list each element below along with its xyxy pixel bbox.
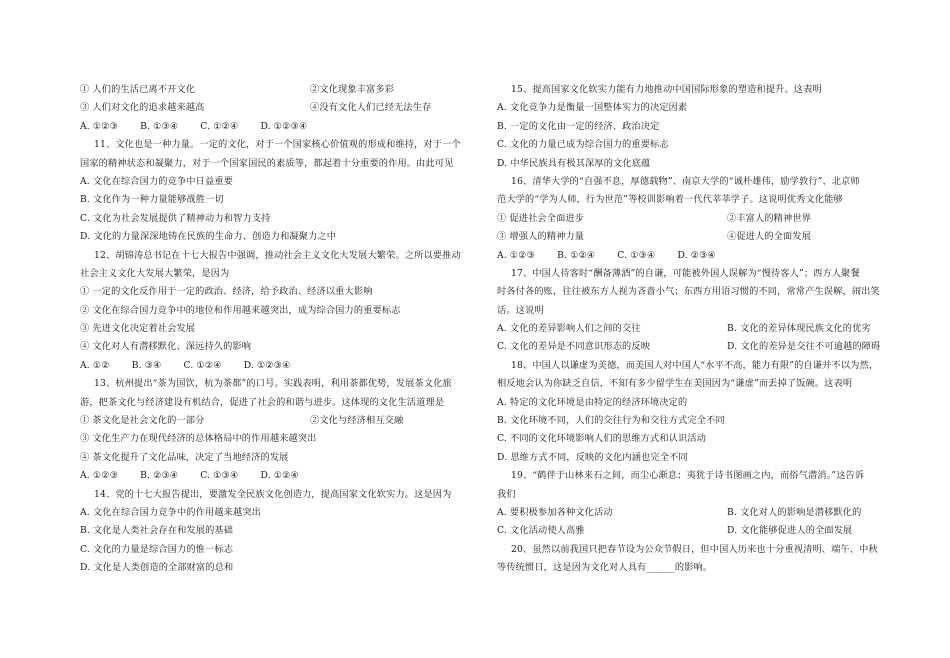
option-pair-row <box>80 412 472 430</box>
answer-choices-row <box>80 118 472 136</box>
text-line: C. 不同的文化环境影响人们的思维方式和认识活动 <box>497 433 707 445</box>
answer-choice: A. ①②③ <box>497 249 536 261</box>
answer-choice: C. ①②④ <box>183 359 222 371</box>
answer-choice: B. ②③④ <box>140 470 179 482</box>
answer-choice: B. ③④ <box>131 359 162 371</box>
question-stem: 15、提高国家文化软实力能有力地推动中国国际形象的塑造和提升。这表明 <box>511 84 822 95</box>
option-item: C. 文化活动使人高雅 <box>497 525 585 537</box>
text-line: ③ 文化生产力在现代经济的总体格局中的作用越来越突出 <box>80 433 317 445</box>
option-item: ②文化现象丰富多彩 <box>310 84 395 95</box>
text-line: ② 文化在综合国力竞争中的地位和作用越来越突出，成为综合国力的重要标志 <box>80 304 401 316</box>
option-item: D. 文化的差异是交往不可逾越的障碍 <box>727 341 881 353</box>
option-pair-row <box>497 522 881 540</box>
option-item: A. 要积极参加各种文化活动 <box>497 506 613 518</box>
answer-choices-row <box>80 467 472 485</box>
text-line: 社会主义文化大发展大繁荣，是因为 <box>80 267 230 279</box>
text-line: B. 一定的文化由一定的经济、政治决定 <box>497 120 660 132</box>
option-pair-row <box>80 99 472 117</box>
option-item: ③ 增强人的精神力量 <box>497 231 585 243</box>
question-stem: 11、文化也是一种力量。一定的文化，对于一个国家核心价值观的形成和维持，对于一个 <box>94 139 461 151</box>
option-pair-row <box>497 210 881 228</box>
answer-choice: B. ①③④ <box>140 120 179 132</box>
question-stem: 12、胡锦涛总书记在十七大报告中强调，推动社会主义文化大发展大繁荣。之所以要推动 <box>94 249 461 261</box>
answer-choice: C. ①②④ <box>200 120 239 132</box>
option-item: ②文化与经济相互交融 <box>310 415 404 427</box>
text-line: D. 文化是人类创造的全部财富的总和 <box>80 562 234 574</box>
option-pair-row <box>497 320 881 338</box>
answer-choice: A. ①②③ <box>80 470 119 482</box>
text-line: 等传统惯日，这是因为文化对人具有______的影响。 <box>497 562 713 574</box>
text-line: A. 文化在综合国力竞争中的作用越来越突出 <box>80 506 261 518</box>
answer-choices-row <box>497 247 881 265</box>
text-line: 相反地会认为你缺乏自信，不知有多少留学生在美国因为“谦虚”而丢掉了饭碗。这表明 <box>497 378 853 390</box>
option-pair-row <box>80 81 472 99</box>
option-item: B. 文化对人的影响是潜移默化的 <box>727 506 862 518</box>
left-column <box>80 81 472 578</box>
question-stem: 20、虽然以前我国只把春节设为公众节假日，但中国人历来也十分重视清明、端午、中秋 <box>511 543 878 555</box>
question-stem: 18、中国人以谦虚为美德，而美国人对中国人“水平不高，能力有限”的自谦并不以为然， <box>511 359 879 371</box>
option-item: C. 文化的差异是不同意识形态的反映 <box>497 341 651 353</box>
text-line: 国家的精神状态和凝聚力，对于一个国家国民的素质等，都起着十分重要的作用。由此可见 <box>80 157 454 169</box>
option-item: ④促进人的全面发展 <box>727 231 812 243</box>
text-line: B. 文化是人类社会存在和发展的基础 <box>80 525 234 537</box>
option-pair-row <box>497 504 881 522</box>
text-line: A. 文化在综合国力的竞争中日益重要 <box>80 175 233 187</box>
text-line: 我们 <box>497 488 516 500</box>
text-line: D. 中华民族具有极其深厚的文化底蕴 <box>497 157 651 169</box>
question-stem: 14、党的十七大报告提出，要激发全民族文化创造力，提高国家文化软实力。这是因为 <box>94 488 452 500</box>
option-item: ③ 人们对文化的追求越来越高 <box>80 102 205 114</box>
option-item: ① 茶文化是社会文化的一部分 <box>80 415 205 427</box>
option-item: ②丰富人的精神世界 <box>727 212 812 224</box>
answer-choice: C. ①③④ <box>200 470 239 482</box>
text-line: ① 一定的文化反作用于一定的政治、经济，给予政治、经济以重大影响 <box>80 286 373 298</box>
text-line: 话。这说明 <box>497 304 544 316</box>
text-line: 时各付各的账，往往被东方人视为吝啬小气；东西方用语习惯的不同，常常产生误解，闹出笑 <box>497 286 880 298</box>
text-line: A. 特定的文化环境是由特定的经济环境决定的 <box>497 396 688 408</box>
answer-choice: D. ①②③④ <box>243 359 291 371</box>
option-item: B. 文化的差异体现民族文化的优劣 <box>727 323 871 335</box>
answer-choice: B. ①②④ <box>557 249 596 261</box>
option-item: D. 文化能够促进人的全面发展 <box>727 525 853 537</box>
option-pair-row <box>497 338 881 356</box>
text-line: C. 文化的力量是综合国力的惟一标志 <box>80 543 234 555</box>
question-stem: 19、“鹤伴于山林来石之间，而尘心渐息；夷犹于诗书图画之内，而俗气潜消。”这告诉 <box>511 470 865 482</box>
answer-choice: D. ①②③④ <box>260 120 308 132</box>
question-stem: 13、杭州提出“茶为国饮，杭为茶都”的口号。实践表明，利用茶都优势，发展茶文化旅 <box>94 378 452 390</box>
answer-choice: D. ②③④ <box>677 249 716 261</box>
right-column <box>497 81 881 578</box>
text-line: C. 文化的力量已成为综合国力的重要标志 <box>497 139 669 151</box>
option-item: ① 促进社会全面进步 <box>497 212 585 224</box>
text-line: 范大学的“学为人师，行为世范”等校训影响着一代代莘莘学子。这说明优秀文化能够 <box>497 194 843 206</box>
text-line: B. 文化环境不同，人们的交往行为和交往方式完全不同 <box>497 415 725 427</box>
answer-choice: A. ①②③ <box>80 120 119 132</box>
text-line: ③ 先进文化决定着社会发展 <box>80 323 196 335</box>
answer-choices-row <box>80 357 472 375</box>
text-line: C. 文化为社会发展提供了精神动力和智力支持 <box>80 212 271 224</box>
question-stem: 16、清华大学的“自强不息，厚德载物”、南京大学的“诚朴雄伟，励学敦行”、北京师 <box>511 175 860 187</box>
answer-choice: A. ①② <box>80 359 110 371</box>
option-item: A. 文化的差异影响人们之间的交往 <box>497 323 641 335</box>
option-item: ① 人们的生活已离不开文化 <box>80 84 196 95</box>
answer-choice: D. ①②④ <box>260 470 299 482</box>
text-line: D. 思维方式不同，反映的文化内涵也完全不同 <box>497 451 688 463</box>
answer-choice: C. ①③④ <box>617 249 656 261</box>
text-line: A. 文化竞争力是衡量一国整体实力的决定因素 <box>497 102 688 114</box>
text-line: B. 文化作为一种力量能够战胜一切 <box>80 194 224 206</box>
option-item: ④没有文化人们已经无法生存 <box>310 102 432 114</box>
question-stem: 17、中国人待客时“酬备薄酒”的自谦，可能被外国人误解为“慢待客人”；西方人聚餐 <box>511 267 860 279</box>
text-line: ④ 茶文化提升了文化品味，决定了当地经济的发展 <box>80 451 289 463</box>
option-pair-row <box>497 228 881 246</box>
text-line: D. 文化的力量深深地铸在民族的生命力、创造力和凝聚力之中 <box>80 231 337 243</box>
text-line: 游，把茶文化与经济建设有机结合，促进了社会的和谐与进步。这体现的文化生活道理是 <box>80 396 445 408</box>
text-line: ④ 文化对人有潜移默化、深远持久的影响 <box>80 341 252 353</box>
